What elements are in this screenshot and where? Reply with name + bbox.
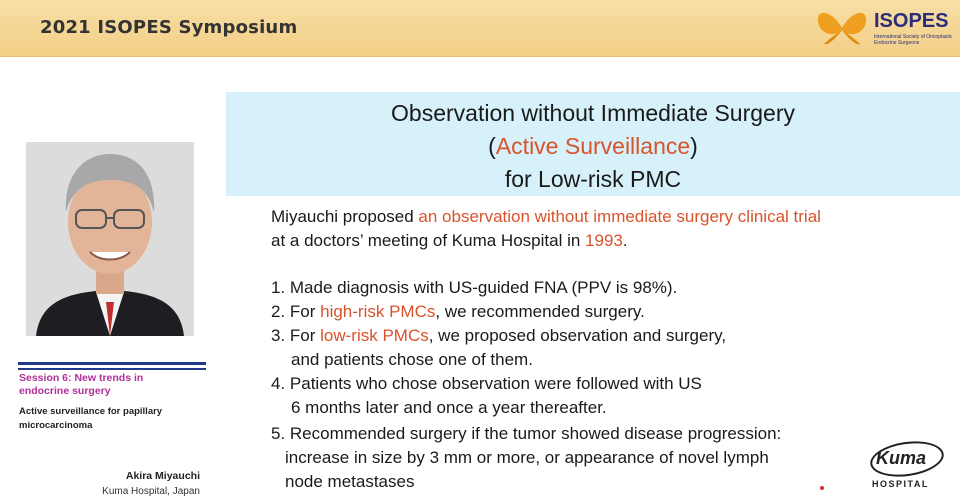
slide-title-line: Observation without Immediate Surgery [391,100,795,126]
list-item: 3. For low-risk PMCs, we proposed observation and surgery, [271,326,727,345]
talk-line: Active surveillance for papillary [19,406,163,417]
list-item-continued: increase in size by 3 mm or more, or appearance of novel lymph [285,448,769,467]
intro-line: Miyauchi proposed an observation without immediate surgery clinical trial [271,207,821,226]
list-item: 2. For high-risk PMCs, we recommended surgery. [271,302,645,321]
speaker-name: Akira Miyauchi [125,470,200,482]
butterfly-icon [814,8,870,48]
talk-line: microcarcinoma [19,420,93,431]
kuma-logo-name: Kuma [876,448,927,468]
talk-title [19,405,199,433]
session-label [19,372,143,398]
logo-tagline: International Society of Oncoplastic Endocrine Surgeons [874,34,953,46]
divider-rule [18,362,206,365]
session-line: endocrine surgery [19,385,111,397]
list-item-continued: 6 months later and once a year thereafter. [291,398,607,417]
session-line: Session 6: New trends in [19,372,144,384]
divider-rule [18,368,206,370]
list-item: 1. Made diagnosis with US-guided FNA (PPV is 98%). [271,278,678,297]
list-item: 4. Patients who chose observation were followed with US [271,374,702,393]
list-item-continued: and patients chose one of them. [291,350,533,369]
slide-title-line: for Low-risk PMC [504,166,682,192]
header-bar [0,0,960,57]
isopes-logo [814,6,954,50]
intro-line: at a doctors’ meeting of Kuma Hospital in 1993. [271,231,628,250]
slide-title-box [226,92,960,196]
kuma-hospital-logo [868,440,948,496]
logo-name: ISOPES [874,10,949,32]
title-highlight: Active Surveillance [495,133,691,159]
speaker-photo [26,142,194,336]
symposium-title: 2021 ISOPES Symposium [40,17,298,38]
slide-title-line: (Active Surveillance) [488,133,698,159]
list-item-continued: node metastases [285,472,415,491]
list-item: 5. Recommended surgery if the tumor showed disease progression: [271,424,782,443]
speaker-affiliation: Kuma Hospital, Japan [102,486,200,497]
kuma-logo-sub: HOSPITAL [872,479,929,489]
laser-pointer-dot [820,486,824,490]
